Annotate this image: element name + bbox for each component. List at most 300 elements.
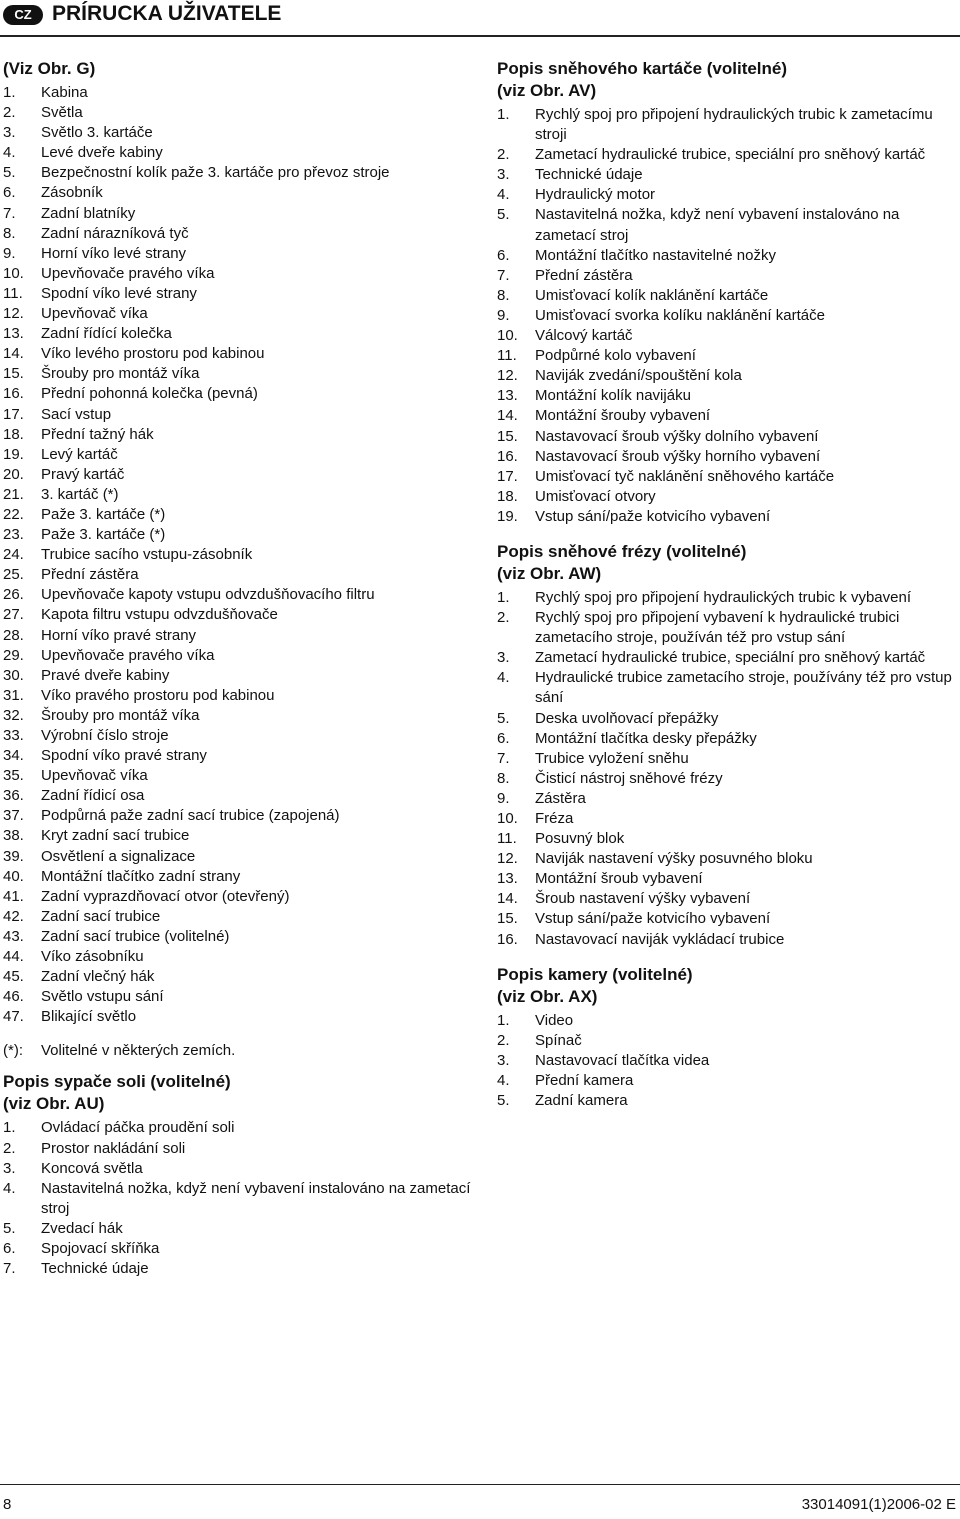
item-text: Horní víko pravé strany	[41, 626, 197, 644]
item-number: 47.	[3, 1008, 24, 1026]
list-item	[3, 304, 473, 324]
item-text: Šrouby pro montáž víka	[41, 365, 200, 383]
item-number: 1.	[3, 84, 16, 101]
item-text: Horní víko levé strany	[41, 244, 187, 262]
item-number: 42.	[3, 907, 24, 925]
item-number: 18.	[3, 425, 24, 443]
list-item	[3, 907, 473, 927]
list-item	[3, 746, 473, 766]
item-number: 1.	[3, 1119, 16, 1137]
section-subtitle: (viz Obr. AW)	[497, 563, 602, 583]
section-subtitle: (viz Obr. AX)	[497, 986, 598, 1006]
item-text: Spínač	[535, 1031, 582, 1049]
list-item	[3, 666, 473, 686]
list-item	[3, 626, 473, 646]
item-number: 39.	[3, 847, 24, 865]
item-text: Nastavitelná nožka, když není vybavení instalováno na zametací stroj	[41, 1179, 471, 1217]
list-item	[497, 1091, 957, 1111]
item-text: Výrobní číslo stroje	[41, 727, 169, 744]
footnote-mark: (*):	[3, 1042, 23, 1060]
item-number: 17.	[497, 467, 518, 485]
list-item	[3, 605, 473, 625]
item-number: 5.	[497, 1092, 510, 1110]
list-item	[497, 246, 957, 266]
list-item	[3, 646, 473, 666]
page-header	[0, 0, 960, 40]
list-item	[3, 244, 473, 264]
item-text: Umisťovací otvory	[535, 487, 656, 505]
item-number: 6.	[497, 729, 510, 747]
section-title: Popis kamery (volitelné)	[497, 964, 693, 984]
item-text: Paže 3. kartáče (*)	[41, 526, 166, 544]
item-text: Hydraulický motor	[535, 186, 656, 204]
list-item	[3, 887, 473, 907]
list-item	[497, 406, 957, 426]
item-text: Zásobník	[41, 184, 103, 202]
language-badge: CZ	[3, 5, 43, 25]
item-list	[3, 1118, 473, 1279]
item-text: Koncová světla	[41, 1159, 143, 1177]
list-item	[3, 947, 473, 967]
item-number: 13.	[497, 870, 518, 888]
item-text: Umisťovací tyč naklánění sněhového kartáče	[535, 467, 835, 485]
list-item	[3, 1139, 473, 1159]
list-item	[497, 205, 957, 245]
list-item	[497, 185, 957, 205]
left-column	[3, 58, 473, 1293]
list-item	[3, 405, 473, 425]
item-number: 8.	[3, 224, 16, 242]
item-text: Kapota filtru vstupu odvzdušňovače	[41, 606, 278, 624]
item-text: Trubice vyložení sněhu	[535, 749, 689, 767]
list-item	[497, 105, 957, 145]
item-number: 23.	[3, 526, 24, 544]
item-text: Blikající světlo	[41, 1008, 137, 1026]
item-text: Šroub nastavení výšky vybavení	[535, 890, 751, 908]
item-text: Montážní šroub vybavení	[535, 870, 703, 888]
list-item	[3, 83, 473, 103]
item-number: 4.	[497, 1071, 510, 1089]
list-item	[497, 909, 957, 929]
list-item	[3, 1259, 473, 1279]
item-number: 18.	[497, 487, 518, 505]
item-text: Vstup sání/paže kotvicího vybavení	[535, 507, 771, 525]
item-text: Nastavovací šroub výšky dolního vybavení	[535, 427, 819, 445]
list-item	[497, 930, 957, 950]
list-item	[3, 1007, 473, 1027]
item-text: Naviják nastavení výšky posuvného bloku	[535, 850, 813, 868]
item-number: 5.	[497, 206, 510, 224]
section-title: (Viz Obr. G)	[3, 59, 96, 78]
item-number: 45.	[3, 968, 24, 986]
item-number: 32.	[3, 706, 24, 724]
item-text: Levý kartáč	[41, 445, 118, 463]
list-item	[497, 467, 957, 487]
item-number: 2.	[497, 609, 510, 627]
list-item	[3, 867, 473, 887]
item-number: 19.	[3, 445, 24, 463]
list-item	[3, 384, 473, 404]
item-number: 3.	[497, 1051, 510, 1069]
item-number: 10.	[3, 264, 24, 282]
list-item	[3, 324, 473, 344]
item-text: Upevňovač víka	[41, 767, 148, 785]
list-item	[3, 1159, 473, 1179]
list-item	[497, 165, 957, 185]
item-number: 7.	[3, 1260, 16, 1278]
list-item	[3, 204, 473, 224]
item-text: Nastavitelná nožka, když není vybavení instalováno na zametací stroj	[535, 206, 900, 244]
item-text: Zadní řídicí osa	[41, 787, 145, 805]
item-text: Umisťovací svorka kolíku naklánění kartáče	[535, 306, 825, 324]
item-text: Válcový kartáč	[535, 327, 633, 345]
list-item	[497, 668, 957, 708]
list-item	[3, 987, 473, 1007]
item-number: 9.	[497, 306, 510, 324]
item-text: Spojovací skříňka	[41, 1239, 160, 1257]
list-item	[3, 505, 473, 525]
item-text: Levé dveře kabiny	[41, 144, 163, 162]
item-text: Nastavovací šroub výšky horního vybavení	[535, 447, 821, 465]
list-item	[3, 1219, 473, 1239]
item-list	[497, 588, 957, 950]
item-number: 44.	[3, 948, 24, 966]
item-number: 14.	[3, 345, 24, 363]
item-text: Paže 3. kartáče (*)	[41, 505, 166, 523]
item-text: Naviják zvedání/spouštění kola	[535, 367, 742, 385]
item-number: 4.	[3, 1179, 16, 1197]
item-number: 17.	[3, 405, 24, 423]
item-number: 12.	[3, 305, 24, 323]
item-number: 4.	[497, 669, 510, 687]
list-item	[497, 346, 957, 366]
item-number: 15.	[3, 365, 24, 383]
item-number: 10.	[497, 327, 518, 345]
item-text: Vstup sání/paže kotvicího vybavení	[535, 910, 771, 928]
list-item	[3, 706, 473, 726]
item-number: 16.	[497, 447, 518, 465]
item-text: 3. kartáč (*)	[41, 485, 119, 503]
section-title: Popis sněhové frézy (volitelné)	[497, 541, 747, 561]
list-item	[497, 1011, 957, 1031]
item-number: 36.	[3, 787, 24, 805]
item-number: 26.	[3, 586, 24, 604]
list-item	[497, 1051, 957, 1071]
item-text: Světlo 3. kartáče	[41, 124, 153, 142]
item-text: Rychlý spoj pro připojení vybavení k hydraulické trubici zametacího stroje, používán též pro vstup sání	[535, 609, 900, 647]
item-number: 3.	[497, 649, 510, 667]
item-number: 2.	[3, 104, 16, 122]
list-item	[3, 786, 473, 806]
item-number: 9.	[3, 244, 16, 262]
list-item	[3, 284, 473, 304]
item-number: 24.	[3, 546, 24, 564]
item-number: 2.	[497, 146, 510, 164]
list-item	[3, 425, 473, 445]
section-snow-brush	[497, 58, 957, 527]
header-divider	[0, 35, 960, 37]
item-text: Zadní vlečný hák	[41, 968, 155, 986]
list-item	[497, 709, 957, 729]
list-item	[3, 1118, 473, 1138]
item-number: 15.	[497, 427, 518, 445]
list-item	[497, 386, 957, 406]
item-text: Světlo vstupu sání	[41, 988, 164, 1006]
list-item	[497, 729, 957, 749]
item-text: Kabina	[41, 84, 88, 101]
item-number: 6.	[497, 246, 510, 264]
item-text: Přední kamera	[535, 1071, 634, 1089]
list-item	[497, 366, 957, 386]
item-number: 35.	[3, 767, 24, 785]
item-text: Nastavovací naviják vykládací trubice	[535, 930, 785, 948]
item-number: 28.	[3, 626, 24, 644]
item-text: Nastavovací tlačítka videa	[535, 1051, 710, 1069]
list-item	[497, 326, 957, 346]
item-number: 22.	[3, 505, 24, 523]
item-number: 3.	[3, 124, 16, 142]
item-number: 33.	[3, 727, 24, 744]
list-item	[497, 266, 957, 286]
item-text: Přední zástěra	[535, 266, 633, 284]
item-number: 13.	[3, 325, 24, 343]
item-text: Technické údaje	[41, 1260, 149, 1278]
item-number: 2.	[497, 1031, 510, 1049]
item-number: 27.	[3, 606, 24, 624]
list-item	[3, 123, 473, 143]
right-column	[497, 58, 957, 1125]
list-item	[497, 849, 957, 869]
item-text: Posuvný blok	[535, 830, 625, 848]
list-item	[3, 264, 473, 284]
item-number: 46.	[3, 988, 24, 1006]
item-number: 2.	[3, 1139, 16, 1157]
list-item	[497, 869, 957, 889]
list-item	[3, 585, 473, 605]
item-text: Zvedací hák	[41, 1219, 123, 1237]
item-text: Zadní sací trubice (volitelné)	[41, 927, 230, 945]
item-number: 20.	[3, 465, 24, 483]
item-number: 7.	[497, 749, 510, 767]
item-number: 6.	[3, 1239, 16, 1257]
list-item	[497, 588, 957, 608]
page-title: PRÍRUCKA UŽIVATELE	[52, 2, 282, 25]
item-number: 1.	[497, 1011, 510, 1029]
item-number: 30.	[3, 666, 24, 684]
item-text: Hydraulické trubice zametacího stroje, používány též pro vstup sání	[535, 669, 952, 707]
item-text: Montážní kolík navijáku	[535, 387, 691, 405]
footnote-text: Volitelné v některých zemích.	[41, 1042, 236, 1060]
item-number: 3.	[3, 1159, 16, 1177]
item-number: 4.	[3, 144, 16, 162]
item-text: Technické údaje	[535, 166, 643, 184]
item-text: Zadní řídící kolečka	[41, 325, 172, 343]
item-text: Víko zásobníku	[41, 948, 144, 966]
item-text: Přední zástěra	[41, 566, 139, 584]
section-subtitle: (viz Obr. AU)	[3, 1094, 105, 1114]
item-text: Kryt zadní sací trubice	[41, 827, 190, 845]
item-text: Osvětlení a signalizace	[41, 847, 196, 865]
list-item	[497, 789, 957, 809]
list-item	[3, 364, 473, 384]
section-machine-parts	[3, 58, 473, 1027]
item-text: Zadní vyprazdňovací otvor (otevřený)	[41, 887, 290, 905]
section-title: Popis sypače soli (volitelné)	[3, 1072, 231, 1092]
item-number: 25.	[3, 566, 24, 584]
item-text: Podpůrné kolo vybavení	[535, 347, 696, 365]
item-number: 12.	[497, 367, 518, 385]
page-number: 8	[3, 1496, 12, 1513]
item-text: Deska uvolňovací přepážky	[535, 709, 719, 727]
item-number: 8.	[497, 769, 510, 787]
item-number: 14.	[497, 407, 518, 425]
item-text: Upevňovače pravého víka	[41, 646, 215, 664]
item-number: 12.	[497, 850, 518, 868]
item-text: Upevňovače kapoty vstupu odvzdušňovacího filtru	[41, 586, 375, 604]
item-text: Pravé dveře kabiny	[41, 666, 170, 684]
item-text: Přední tažný hák	[41, 425, 154, 443]
item-number: 43.	[3, 927, 24, 945]
footnote	[3, 1041, 473, 1061]
item-text: Přední pohonná kolečka (pevná)	[41, 385, 258, 403]
list-item	[497, 889, 957, 909]
list-item	[3, 927, 473, 947]
list-item	[497, 427, 957, 447]
item-number: 16.	[497, 930, 518, 948]
list-item	[3, 163, 473, 183]
list-item	[497, 769, 957, 789]
item-list	[3, 83, 473, 1027]
list-item	[3, 726, 473, 746]
list-item	[3, 143, 473, 163]
item-number: 11.	[497, 830, 517, 848]
item-text: Pravý kartáč	[41, 465, 125, 483]
item-number: 7.	[3, 204, 16, 222]
item-number: 31.	[3, 686, 24, 704]
item-number: 5.	[3, 1219, 16, 1237]
item-text: Montážní šrouby vybavení	[535, 407, 711, 425]
item-text: Zadní nárazníková tyč	[41, 224, 189, 242]
item-text: Upevňovač víka	[41, 305, 148, 323]
item-text: Čisticí nástroj sněhové frézy	[535, 769, 723, 787]
item-number: 9.	[497, 789, 510, 807]
list-item	[497, 306, 957, 326]
item-number: 4.	[497, 186, 510, 204]
list-item	[497, 749, 957, 769]
list-item	[3, 766, 473, 786]
section-title: Popis sněhového kartáče (volitelné)	[497, 59, 788, 78]
item-text: Světla	[41, 104, 83, 122]
item-number: 5.	[3, 164, 16, 182]
item-number: 21.	[3, 485, 24, 503]
list-item	[3, 967, 473, 987]
item-text: Sací vstup	[41, 405, 112, 423]
section-snow-blower	[497, 541, 957, 950]
item-text: Montážní tlačítko nastavitelné nožky	[535, 246, 776, 264]
item-number: 10.	[497, 810, 518, 827]
list-item	[497, 286, 957, 306]
item-number: 5.	[497, 709, 510, 727]
list-item	[3, 525, 473, 545]
item-number: 7.	[497, 266, 510, 284]
section-camera	[497, 964, 957, 1111]
list-item	[497, 487, 957, 507]
item-number: 13.	[497, 387, 518, 405]
list-item	[3, 545, 473, 565]
list-item	[497, 648, 957, 668]
item-text: Rychlý spoj pro připojení hydraulických trubic k zametacímu stroji	[535, 106, 933, 144]
item-text: Zástěra	[535, 789, 586, 807]
list-item	[497, 507, 957, 527]
list-item	[3, 806, 473, 826]
item-text: Montážní tlačítka desky přepážky	[535, 729, 757, 747]
item-text: Víko levého prostoru pod kabinou	[41, 345, 265, 363]
item-text: Zametací hydraulické trubice, speciální pro sněhový kartáč	[535, 146, 926, 164]
list-item	[497, 1071, 957, 1091]
item-text: Podpůrná paže zadní sací trubice (zapojená)	[41, 807, 340, 825]
item-number: 15.	[497, 910, 518, 928]
list-item	[3, 565, 473, 585]
list-item	[3, 103, 473, 123]
list-item	[3, 183, 473, 203]
item-text: Spodní víko pravé strany	[41, 747, 207, 765]
list-item	[3, 344, 473, 364]
item-text: Trubice sacího vstupu-zásobník	[41, 546, 253, 564]
list-item	[3, 465, 473, 485]
section-salt-spreader	[3, 1071, 473, 1279]
list-item	[497, 829, 957, 849]
list-item	[497, 809, 957, 829]
item-number: 40.	[3, 867, 24, 885]
list-item	[497, 1031, 957, 1051]
item-number: 34.	[3, 747, 24, 765]
item-text: Prostor nakládání soli	[41, 1139, 186, 1157]
item-text: Zadní kamera	[535, 1092, 628, 1110]
list-item	[3, 224, 473, 244]
item-text: Video	[535, 1011, 574, 1029]
item-number: 37.	[3, 807, 24, 825]
item-text: Zadní sací trubice	[41, 907, 161, 925]
footer-divider	[0, 1484, 960, 1485]
list-item	[497, 145, 957, 165]
item-list	[497, 105, 957, 527]
item-text: Montážní tlačítko zadní strany	[41, 867, 241, 885]
item-text: Ovládací páčka proudění soli	[41, 1119, 235, 1137]
item-number: 1.	[497, 588, 510, 606]
list-item	[3, 686, 473, 706]
item-number: 19.	[497, 507, 518, 525]
item-number: 14.	[497, 890, 518, 908]
item-text: Umisťovací kolík naklánění kartáče	[535, 286, 769, 304]
item-number: 16.	[3, 385, 24, 403]
list-item	[3, 1179, 473, 1219]
item-text: Fréza	[535, 810, 574, 827]
item-number: 41.	[3, 887, 24, 905]
list-item	[3, 1239, 473, 1259]
list-item	[3, 485, 473, 505]
item-number: 11.	[497, 347, 517, 365]
list-item	[497, 447, 957, 467]
item-number: 3.	[497, 166, 510, 184]
item-text: Rychlý spoj pro připojení hydraulických trubic k vybavení	[535, 588, 912, 606]
list-item	[3, 445, 473, 465]
item-text: Víko pravého prostoru pod kabinou	[41, 686, 275, 704]
item-number: 29.	[3, 646, 24, 664]
item-number: 38.	[3, 827, 24, 845]
item-text: Zadní blatníky	[41, 204, 136, 222]
item-text: Šrouby pro montáž víka	[41, 706, 200, 724]
item-text: Bezpečnostní kolík paže 3. kartáče pro převoz stroje	[41, 164, 390, 182]
